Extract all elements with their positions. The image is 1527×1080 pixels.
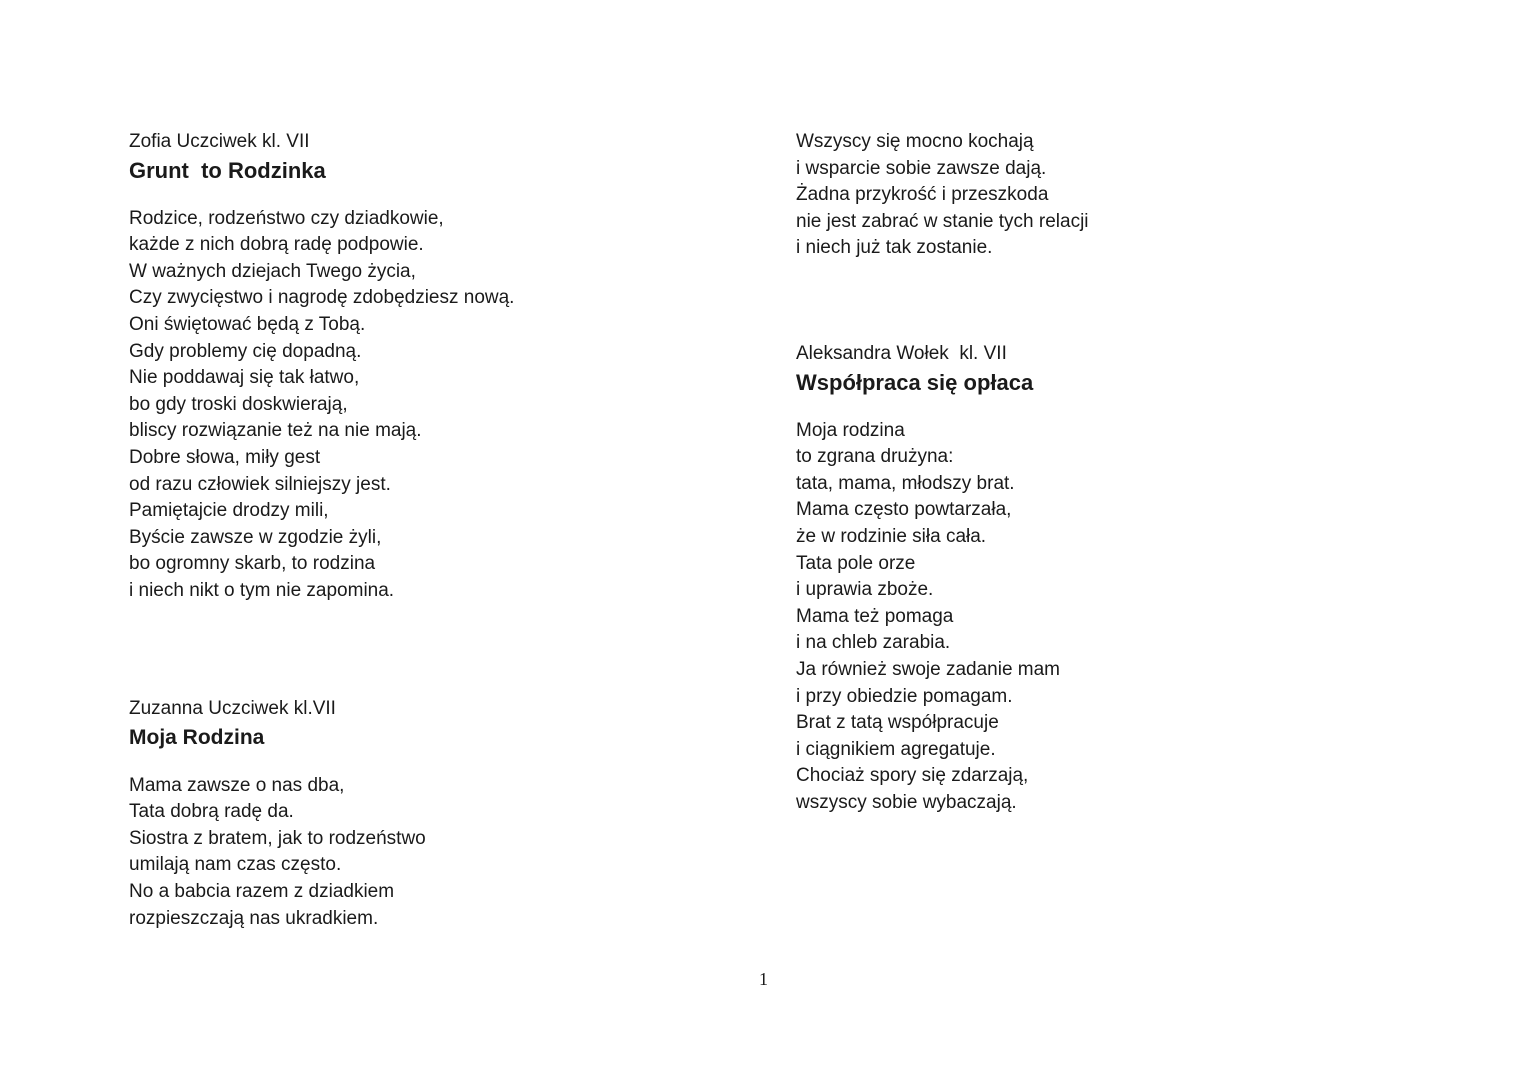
poem-line: Nie poddawaj się tak łatwo, <box>129 367 360 389</box>
poem-line: umilają nam czas często. <box>129 854 342 876</box>
poem-grunt-to-rodzinka <box>129 129 514 605</box>
poem-line: nie jest zabrać w stanie tych relacji <box>796 210 1089 232</box>
poem-line: każde z nich dobrą radę podpowie. <box>129 234 424 256</box>
poem-author: Zofia Uczciwek kl. VII <box>129 131 310 152</box>
poem-line: i niech nikt o tym nie zapomina. <box>129 579 395 601</box>
poem-line: Żadna przykrość i przeszkoda <box>796 184 1049 206</box>
page-number: 1 <box>759 969 768 989</box>
poem-lines <box>129 206 514 605</box>
poem-line: Oni świętować będą z Tobą. <box>129 313 366 335</box>
poem-line: Dobre słowa, miły gest <box>129 446 321 468</box>
poem-line: to zgrana drużyna: <box>796 446 954 468</box>
poem-title: Współpraca się opłaca <box>796 369 1034 395</box>
poem-line: tata, mama, młodszy brat. <box>796 472 1015 494</box>
poem-title: Moja Rodzina <box>129 725 265 749</box>
poem-line: Moja rodzina <box>796 419 905 441</box>
poem-line: Pamiętajcie drodzy mili, <box>129 500 329 522</box>
poem-line: Chociaż spory się zdarzają, <box>796 765 1029 787</box>
poem-line: Gdy problemy cię dopadną. <box>129 340 362 362</box>
poem-continuation <box>796 129 1089 262</box>
poem-line: Mama też pomaga <box>796 605 954 627</box>
poem-line: Czy zwycięstwo i nagrodę zdobędziesz nową. <box>129 287 515 309</box>
poem-line: bliscy rozwiązanie też na nie mają. <box>129 420 422 442</box>
poem-line: wszyscy sobie wybaczają. <box>796 791 1017 813</box>
poem-line: Tata pole orze <box>796 552 916 574</box>
poem-lines <box>796 418 1060 817</box>
poem-author: Zuzanna Uczciwek kl.VII <box>129 698 336 719</box>
poem-line: Byście zawsze w zgodzie żyli, <box>129 526 382 548</box>
poem-line: No a babcia razem z dziadkiem <box>129 880 395 902</box>
poem-line: W ważnych dziejach Twego życia, <box>129 260 416 282</box>
poem-moja-rodzina <box>129 696 426 932</box>
poem-line: i uprawia zboże. <box>796 579 934 601</box>
poem-line: Tata dobrą radę da. <box>129 801 294 823</box>
poem-line: Rodzice, rodzeństwo czy dziadkowie, <box>129 207 444 229</box>
poem-lines <box>796 129 1089 262</box>
poem-author: Aleksandra Wołek kl. VII <box>796 343 1007 364</box>
poem-line: Wszyscy się mocno kochają <box>796 131 1034 152</box>
poem-line: bo gdy troski doskwierają, <box>129 393 348 415</box>
poem-line: i na chleb zarabia. <box>796 632 951 654</box>
poem-line: Ja również swoje zadanie mam <box>796 658 1061 680</box>
poem-line: Mama często powtarzała, <box>796 499 1012 521</box>
poem-line: od razu człowiek silniejszy jest. <box>129 473 391 495</box>
poem-lines <box>129 773 426 933</box>
poem-line: i wsparcie sobie zawsze dają. <box>796 157 1047 179</box>
poem-wspolpraca-sie-oplaca <box>796 341 1060 817</box>
poem-line: Siostra z bratem, jak to rodzeństwo <box>129 827 426 849</box>
poem-line: Mama zawsze o nas dba, <box>129 774 345 796</box>
poem-line: bo ogromny skarb, to rodzina <box>129 553 376 575</box>
poem-line: rozpieszczają nas ukradkiem. <box>129 907 379 929</box>
poem-title: Grunt to Rodzinka <box>129 157 326 183</box>
poem-line: że w rodzinie siła cała. <box>796 525 987 547</box>
poem-line: i niech już tak zostanie. <box>796 237 993 259</box>
poem-line: i ciągnikiem agregatuje. <box>796 738 996 760</box>
poem-line: i przy obiedzie pomagam. <box>796 685 1013 707</box>
poem-line: Brat z tatą współpracuje <box>796 712 999 734</box>
